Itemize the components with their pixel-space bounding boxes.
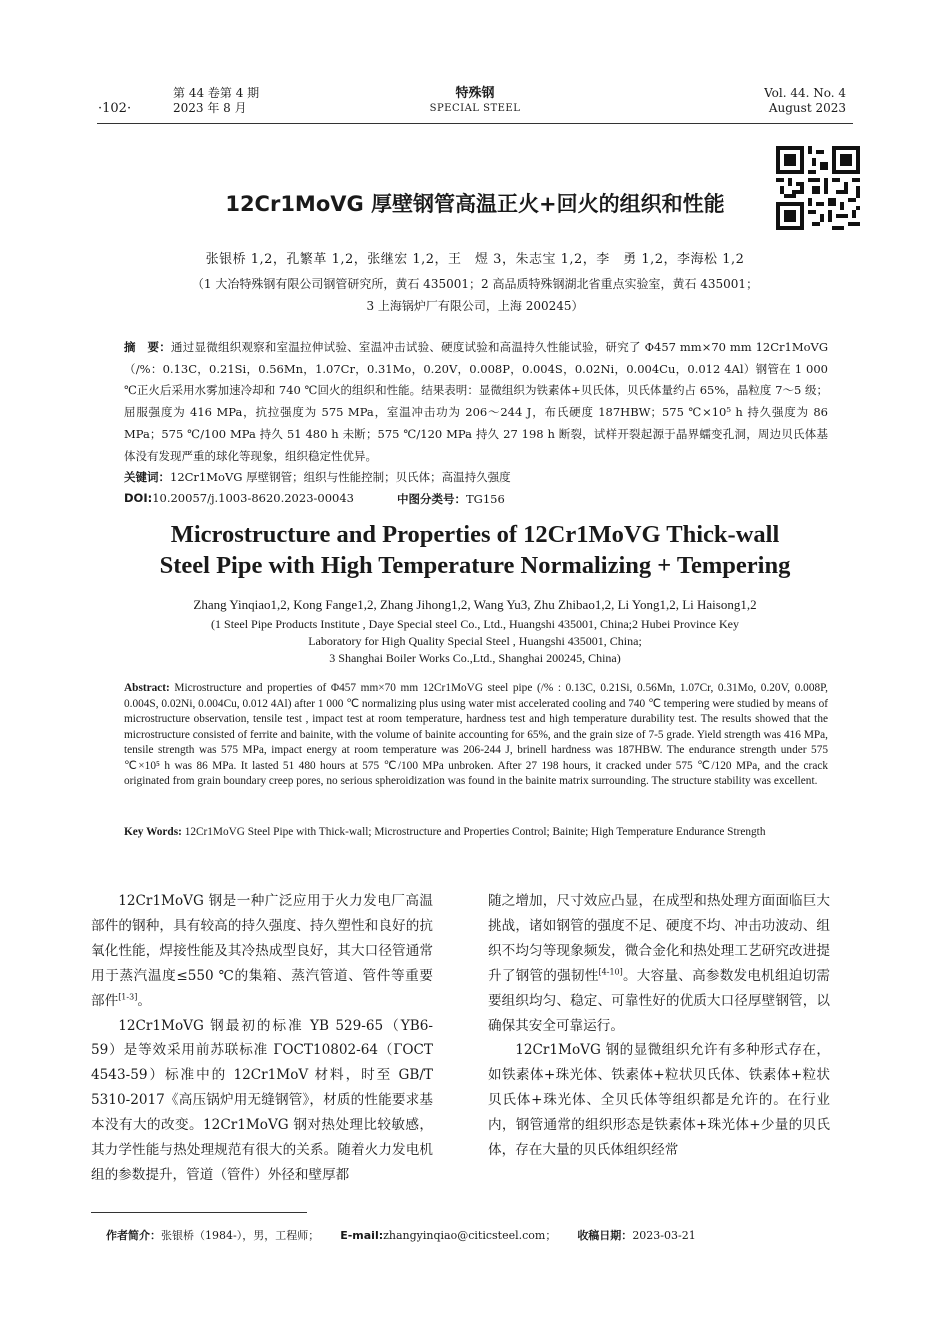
page-number: ·102· <box>98 101 132 116</box>
body-paragraph: 12Cr1MoVG 钢最初的标准 YB 529-65（YB6-59）是等效采用前苏联标准 ГОСТ10802-64（ГОСТ 4543-59）标准中的 12Cr1MoV 材料，时至 GB/T 5310-2017《高压锅炉用无缝钢管》，材质的性能要求基本没有大的改变。12Cr1MoVG 钢对热处理比较敏感，其力学性能与热处理规范有很大的关系。随着火力发电机组的参数提升，管道（管件）外径和壁厚都 <box>91 1017 433 1183</box>
abstract-cn <box>124 337 828 467</box>
abstract-en-text: Microstructure and properties of Φ457 mm×70 mm 12Cr1MoVG steel pipe (/% : 0.13C, 0.21Si, 0.56Mn, 1.07Cr, 0.31Mo, 0.20V, 0.008P, 0.004S, 0.02Ni, 0.004Cu, 0.012 4Al) after 1 000 ℃ normalizing plus using water mist accelerated cooling and 740 ℃ tempering were studied by means of microstructure observation, tensile test , impact test at room temperature, hardness test and high temperature durability test. The results showed that the microstructure consisted of ferrite and bainite, with the volume of bainite accounting for 65%, and the grain size of 7-5 grade. Yield strength was 416 MPa, tensile strength was 575 MPa, impact energy at room temperature was 206-244 J, brinell hardness was 187HBW. The endurance strength under 575 ℃×10⁵ h was 86 MPa. It lasted 51 480 hours at 575 ℃/100 MPa unbroken. After 27 198 hours, it cracked under 575 ℃/120 MPa, and the crack originated from grain boundary creep pores, no serious spheroidization was found in the bainite matrix surrounding. The structure stability was excellent. <box>124 682 828 787</box>
affiliation-cn-line: （1 大冶特殊钢有限公司钢管研究所，黄石 435001；2 高品质特殊钢湖北省重点实验室，黄石 435001； <box>191 277 759 291</box>
doi-label: DOI: <box>124 491 153 505</box>
doi-value: 10.20057/j.1003-8620.2023-00043 <box>152 491 354 505</box>
author-info-label: 作者简介： <box>106 1229 161 1242</box>
affiliations-en <box>0 616 950 667</box>
article-title-cn: 12Cr1MoVG 厚壁钢管高温正火+回火的组织和性能 <box>225 192 725 216</box>
authors-en: Zhang Yinqiao1,2, Kong Fange1,2, Zhang Jihong1,2, Wang Yu3, Zhu Zhibao1,2, Li Yong1,2, Li Haisong1,2 <box>193 597 757 612</box>
received-date: 2023-03-21 <box>632 1229 696 1242</box>
title-en-line: Steel Pipe with High Temperature Normalizing + Tempering <box>159 552 791 579</box>
abstract-cn-text: 通过显微组织观察和室温拉伸试验、室温冲击试验、硬度试验和高温持久性能试验，研究了 Φ457 mm×70 mm 12Cr1MoVG（/%：0.13C，0.21Si，0.56Mn，1.07Cr，0.31Mo，0.20V，0.008P，0.004S，0.02Ni，0.004Cu，0.012 4Al）钢管在 1 000 ℃正火后采用水雾加速冷却和 740 ℃回火的组织和性能。结果表明：显微组织为铁素体+贝氏体，贝氏体量约占 65%，晶粒度 7～5 级；屈服强度为 416 MPa，抗拉强度为 575 MPa，室温冲击功为 206～244 J，布氏硬度 187HBW；575 ℃×10⁵ h 持久强度为 86 MPa；575 ℃/100 MPa 持久 51 480 h 未断；575 ℃/120 MPa 持久 27 198 h 断裂，试样开裂起源于晶界蠕变孔洞，周边贝氏体基体没有发现严重的球化等现象，组织稳定性优异。 <box>124 340 829 463</box>
affiliation-en-line: 3 Shanghai Boiler Works Co.,Ltd., Shanghai 200245, China) <box>329 651 621 665</box>
email-value: zhangyinqiao@citicsteel.com； <box>383 1229 557 1242</box>
affiliations-cn <box>0 273 950 317</box>
volume-cn: 第 44 卷第 4 期 <box>173 86 260 100</box>
abstract-en <box>124 681 828 790</box>
keywords-en-label: Key Words: <box>124 826 182 838</box>
received-date-label: 收稿日期： <box>577 1229 633 1242</box>
body-paragraph <box>488 889 830 1038</box>
author-info: 张银桥（1984-），男，工程师； <box>161 1229 320 1242</box>
keywords-cn-text: 12Cr1MoVG 厚壁钢管；组织与性能控制；贝氏体；高温持久强度 <box>170 470 511 484</box>
classification-number <box>397 491 505 507</box>
affiliation-cn-line: 3 上海锅炉厂有限公司，上海 200245） <box>366 299 584 313</box>
body-text: 随之增加，尺寸效应凸显，在成型和热处理方面面临巨大挑战，诸如钢管的强度不足、硬度不均、冲击功波动、组织不均匀等现象频发，微合金化和热处理工艺研究改进提升了钢管的强韧性 <box>488 893 830 984</box>
keywords-cn-label: 关键词： <box>124 470 170 484</box>
body-paragraph: 12Cr1MoVG 钢的显微组织允许有多种形式存在，如铁素体+珠光体、铁素体+粒状贝氏体、铁素体+粒状贝氏体+珠光体、全贝氏体等组织都是允许的。在行业内，钢管通常的组织形态是铁素体+珠光体+少量的贝氏体，存在大量的贝氏体组织经常 <box>488 1042 830 1159</box>
clc-value: TG156 <box>466 492 505 506</box>
body-column-right <box>488 889 830 1163</box>
authors-cn: 张银桥 1,2，孔繁革 1,2，张继宏 1,2，王 煜 3，朱志宝 1,2，李 勇 1,2，李海松 1,2 <box>205 252 745 267</box>
keywords-cn <box>124 469 828 485</box>
doi <box>124 491 354 505</box>
header-issue-en <box>764 86 846 116</box>
keywords-en-text: 12Cr1MoVG Steel Pipe with Thick-wall; Microstructure and Properties Control; Bainite; High Temperature Endurance Strength <box>184 826 766 838</box>
footnote-divider <box>91 1212 307 1213</box>
body-text: 。大容量、高参数发电机组迫切需要组织均匀、稳定、可靠性好的优质大口径厚壁钢管，以确保其安全可靠运行。 <box>488 967 831 1034</box>
abstract-cn-label: 摘 要： <box>124 340 171 354</box>
title-en-line: Microstructure and Properties of 12Cr1MoVG Thick-wall <box>170 521 780 548</box>
footnote <box>106 1227 696 1243</box>
header-divider <box>97 123 853 124</box>
clc-label: 中图分类号： <box>397 492 466 506</box>
date-cn: 2023 年 8 月 <box>173 101 247 115</box>
affiliation-en-line: (1 Steel Pipe Products Institute , Daye Special steel Co., Ltd., Huangshi 435001, China;2 Hubei Province Key <box>211 617 739 631</box>
body-text: 。 <box>137 992 151 1009</box>
citation: [1-3] <box>118 992 138 1002</box>
body-paragraph <box>91 889 433 1014</box>
date-en: August 2023 <box>768 101 846 115</box>
journal-name-cn: 特殊钢 <box>455 86 495 101</box>
abstract-en-label: Abstract: <box>124 682 170 694</box>
journal-name-en: SPECIAL STEEL <box>429 103 521 114</box>
body-column-left <box>91 889 433 1188</box>
citation: [4-10] <box>598 967 623 977</box>
affiliation-en-line: Laboratory for High Quality Special Steel , Huangshi 435001, China; <box>308 634 642 648</box>
keywords-en <box>124 825 828 841</box>
email-label: E-mail: <box>340 1229 384 1242</box>
article-title-en <box>0 519 950 581</box>
volume-en: Vol. 44. No. 4 <box>764 86 846 100</box>
body-text: 12Cr1MoVG 钢是一种广泛应用于火力发电厂高温部件的钢种，具有较高的持久强度、持久塑性和良好的抗氧化性能，焊接性能及其冷热成型良好，其大口径管通常用于蒸汽温度≤550 ℃的集箱、蒸汽管道、管件等重要部件 <box>91 893 433 1009</box>
